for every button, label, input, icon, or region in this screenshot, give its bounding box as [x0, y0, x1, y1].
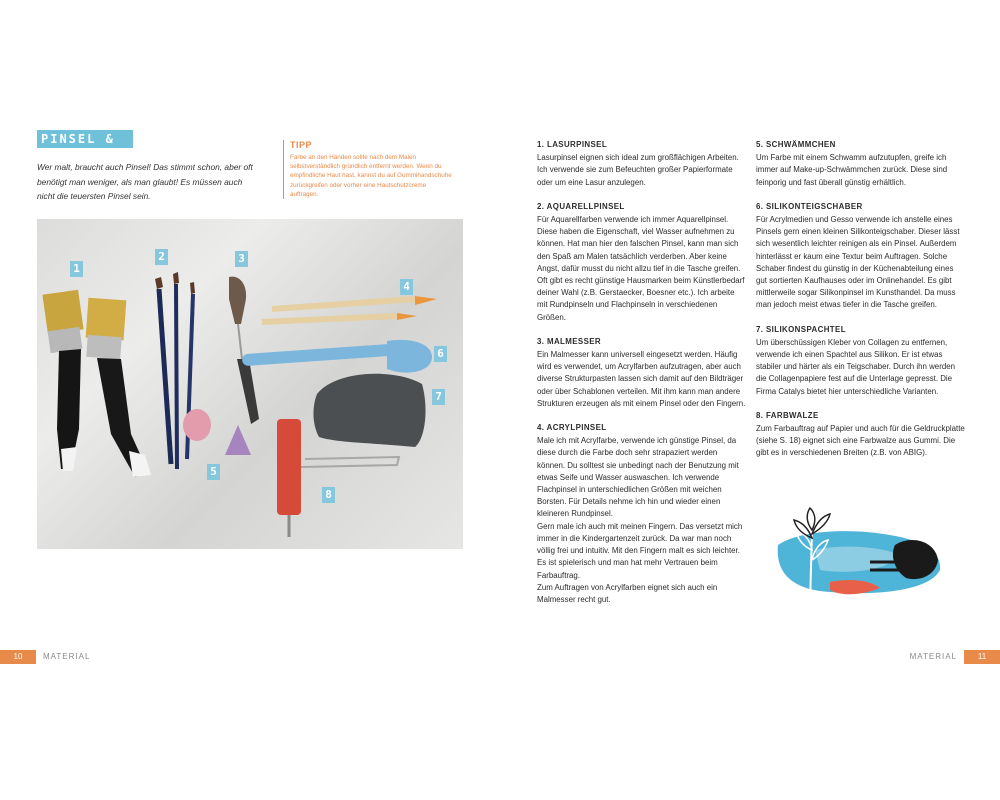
- section-text: Um überschüssigen Kleber von Collagen zu entfernen, verwende ich einen Spachtel aus Silikon. Er ist etwas stabiler und härter als ein Teigschaber. Durch ihn werden die Collagenpapiere fest auf die Unterlage gepresst. Die Firma Catalys bietet hier unterschiedliche Varianten.: [756, 337, 955, 396]
- section-text: Zum Farbauftrag auf Papier und auch für die Geldruckplatte (siehe S. 18) eignet sich eine Farbwalze aus Gummi. Die gibt es in verschiedenen Breiten (z.B. von ABIG).: [756, 424, 965, 458]
- section-lasurpinsel: [537, 139, 747, 189]
- tools-photo: [37, 219, 463, 549]
- section-heading: 7. SILIKONSPACHTEL: [756, 324, 846, 334]
- photo-label-8: 8: [322, 487, 335, 503]
- section-text: Gern male ich auch mit meinen Fingern. Das versetzt mich immer in die Kindergartenzeit zurück. Da war man noch völlig frei und intuitiv. Mit den Fingern malt es sich leichter. Es ist spielerisch und man hat mehr Vertrauen beim Farbauftrag.: [537, 521, 743, 580]
- page-title: PINSEL & CO.: [37, 130, 133, 148]
- page-number-right: 11: [964, 650, 1000, 664]
- section-text: Lasurpinsel eignen sich ideal zum großflächigen Arbeiten. Ich verwende sie zum Befeuchten großer Papierformate oder um eine Lasur anzulegen.: [537, 153, 739, 187]
- decorative-collage-illustration: [770, 500, 950, 610]
- photo-label-3: 3: [235, 251, 248, 267]
- tip-title: TIPP: [290, 140, 313, 150]
- painting-knife-illustration: [229, 277, 259, 424]
- tip-box: [283, 140, 453, 199]
- photo-label-2: 2: [155, 249, 168, 265]
- section-heading: 2. AQUARELLPINSEL: [537, 201, 625, 211]
- section-heading: 5. SCHWÄMMCHEN: [756, 140, 836, 149]
- text-column-left: [537, 139, 747, 618]
- section-text: Zum Auftragen von Acrylfarben eignet sich auch ein Malmesser recht gut.: [537, 582, 718, 604]
- footer-label-right: MATERIAL: [909, 652, 957, 661]
- footer-label-left: MATERIAL: [43, 652, 91, 661]
- section-text: Für Acrylmedien und Gesso verwende ich anstelle eines Pinsels gern einen kleinen Silikonteigschaber. Dieser lässt sich wesentlich leichter reinigen als ein Pinsel. Außerdem hinterlässt er kaum eine Textur beim Auftragen. Solche Schaber findest du günstig in der Küchenabteilung eines gut sortierten Kaufhauses oder im Onlinehandel. Es gibt mittlerweile sogar Silikonpinsel im Kunsthandel. Da muss man jedoch meist etwas tiefer in die Tasche greifen.: [756, 215, 960, 310]
- photo-label-1: 1: [70, 261, 83, 277]
- acrylic-brush-illustration: [262, 296, 437, 322]
- sponge-illustration: [183, 409, 251, 455]
- section-heading: 4. ACRYLPINSEL: [537, 423, 607, 433]
- intro-text: Wer malt, braucht auch Pinsel! Das stimmt schon, aber oft benötigt man weniger, als man glaubt! Es müssen auch nicht die teuersten Pinsel sein.: [37, 162, 253, 201]
- flat-brush-illustration: [42, 290, 151, 477]
- tip-text: Farbe an den Händen sollte nach dem Malen selbstverständlich gründlich entfernt werden. Wenn du empfindliche Haut hast, kannst du auf Gummihandschuhe zurückgreifen oder vorher eine Hautschutzcreme auftragen.: [290, 154, 452, 198]
- section-heading: 6. SILIKONTEIGSCHABER: [756, 201, 863, 211]
- photo-label-4: 4: [400, 279, 413, 295]
- section-heading: 3. MALMESSER: [537, 336, 601, 346]
- section-aquarellpinsel: [537, 201, 747, 324]
- rubber-scraper-illustration: [313, 374, 425, 447]
- photo-label-6: 6: [434, 346, 447, 362]
- photo-label-5: 5: [207, 464, 220, 480]
- section-silikonteigschaber: [756, 201, 966, 312]
- section-heading: 1. LASURPINSEL: [537, 140, 608, 149]
- section-farbwalze: [756, 410, 966, 460]
- silicone-spatula-illustration: [242, 340, 432, 373]
- section-heading: 8. FARBWALZE: [756, 410, 819, 420]
- section-silikonspachtel: [756, 324, 966, 398]
- section-acrylpinsel: [537, 422, 747, 606]
- text-column-right: [756, 139, 966, 472]
- section-schwaemmchen: [756, 139, 966, 189]
- section-text: Ein Malmesser kann universell eingesetzt werden. Häufig wird es verwendet, um Acrylfarben aufzutragen, aber auch diverse Strukturpasten lassen sich damit auf den Bildträger oder über Schablonen verteilen. Mit ihm kann man andere Strukturen erzeugen als mit einem Pinsel oder den Fingern.: [537, 350, 746, 408]
- watercolor-brush-illustration: [155, 272, 195, 469]
- section-malmesser: [537, 336, 747, 410]
- section-text: Für Aquarellfarben verwende ich immer Aquarellpinsel. Diese haben die Eigenschaft, viel Wasser aufnehmen zu können. Hat man hier den falschen Pinsel, kann man sich den Spaß am Malen tatsächlich verderben. Aber keine Angst, dafür musst du nicht allzu tief in die Tasche greifen. Oft gibt es recht günstige Hausmarken beim Künstlerbedarf deiner Wahl (z.B. Gerstaecker, Boesner etc.). Ich arbeite mit Rundpinseln und Flachpinseln in verschiedenen Größen.: [537, 215, 745, 322]
- photo-label-7: 7: [432, 389, 445, 405]
- section-text: Male ich mit Acrylfarbe, verwende ich günstige Pinsel, da diese durch die Farbe doch sehr strapaziert werden können. Du solltest sie unbedingt nach der Benutzung mit etwas Seife und Wasser auswaschen. Ich verwende Flachpinsel in unterschiedlichen Größen mit weichen Borsten. Für Details nehme ich hin und wieder einen kleineren Rundpinsel.: [537, 436, 739, 519]
- section-text: Um Farbe mit einem Schwamm aufzutupfen, greife ich immer auf Make-up-Schwämmchen zurück. Diese sind feinporig und fast überall günstig erhältlich.: [756, 153, 948, 187]
- page-number-left: 10: [0, 650, 36, 664]
